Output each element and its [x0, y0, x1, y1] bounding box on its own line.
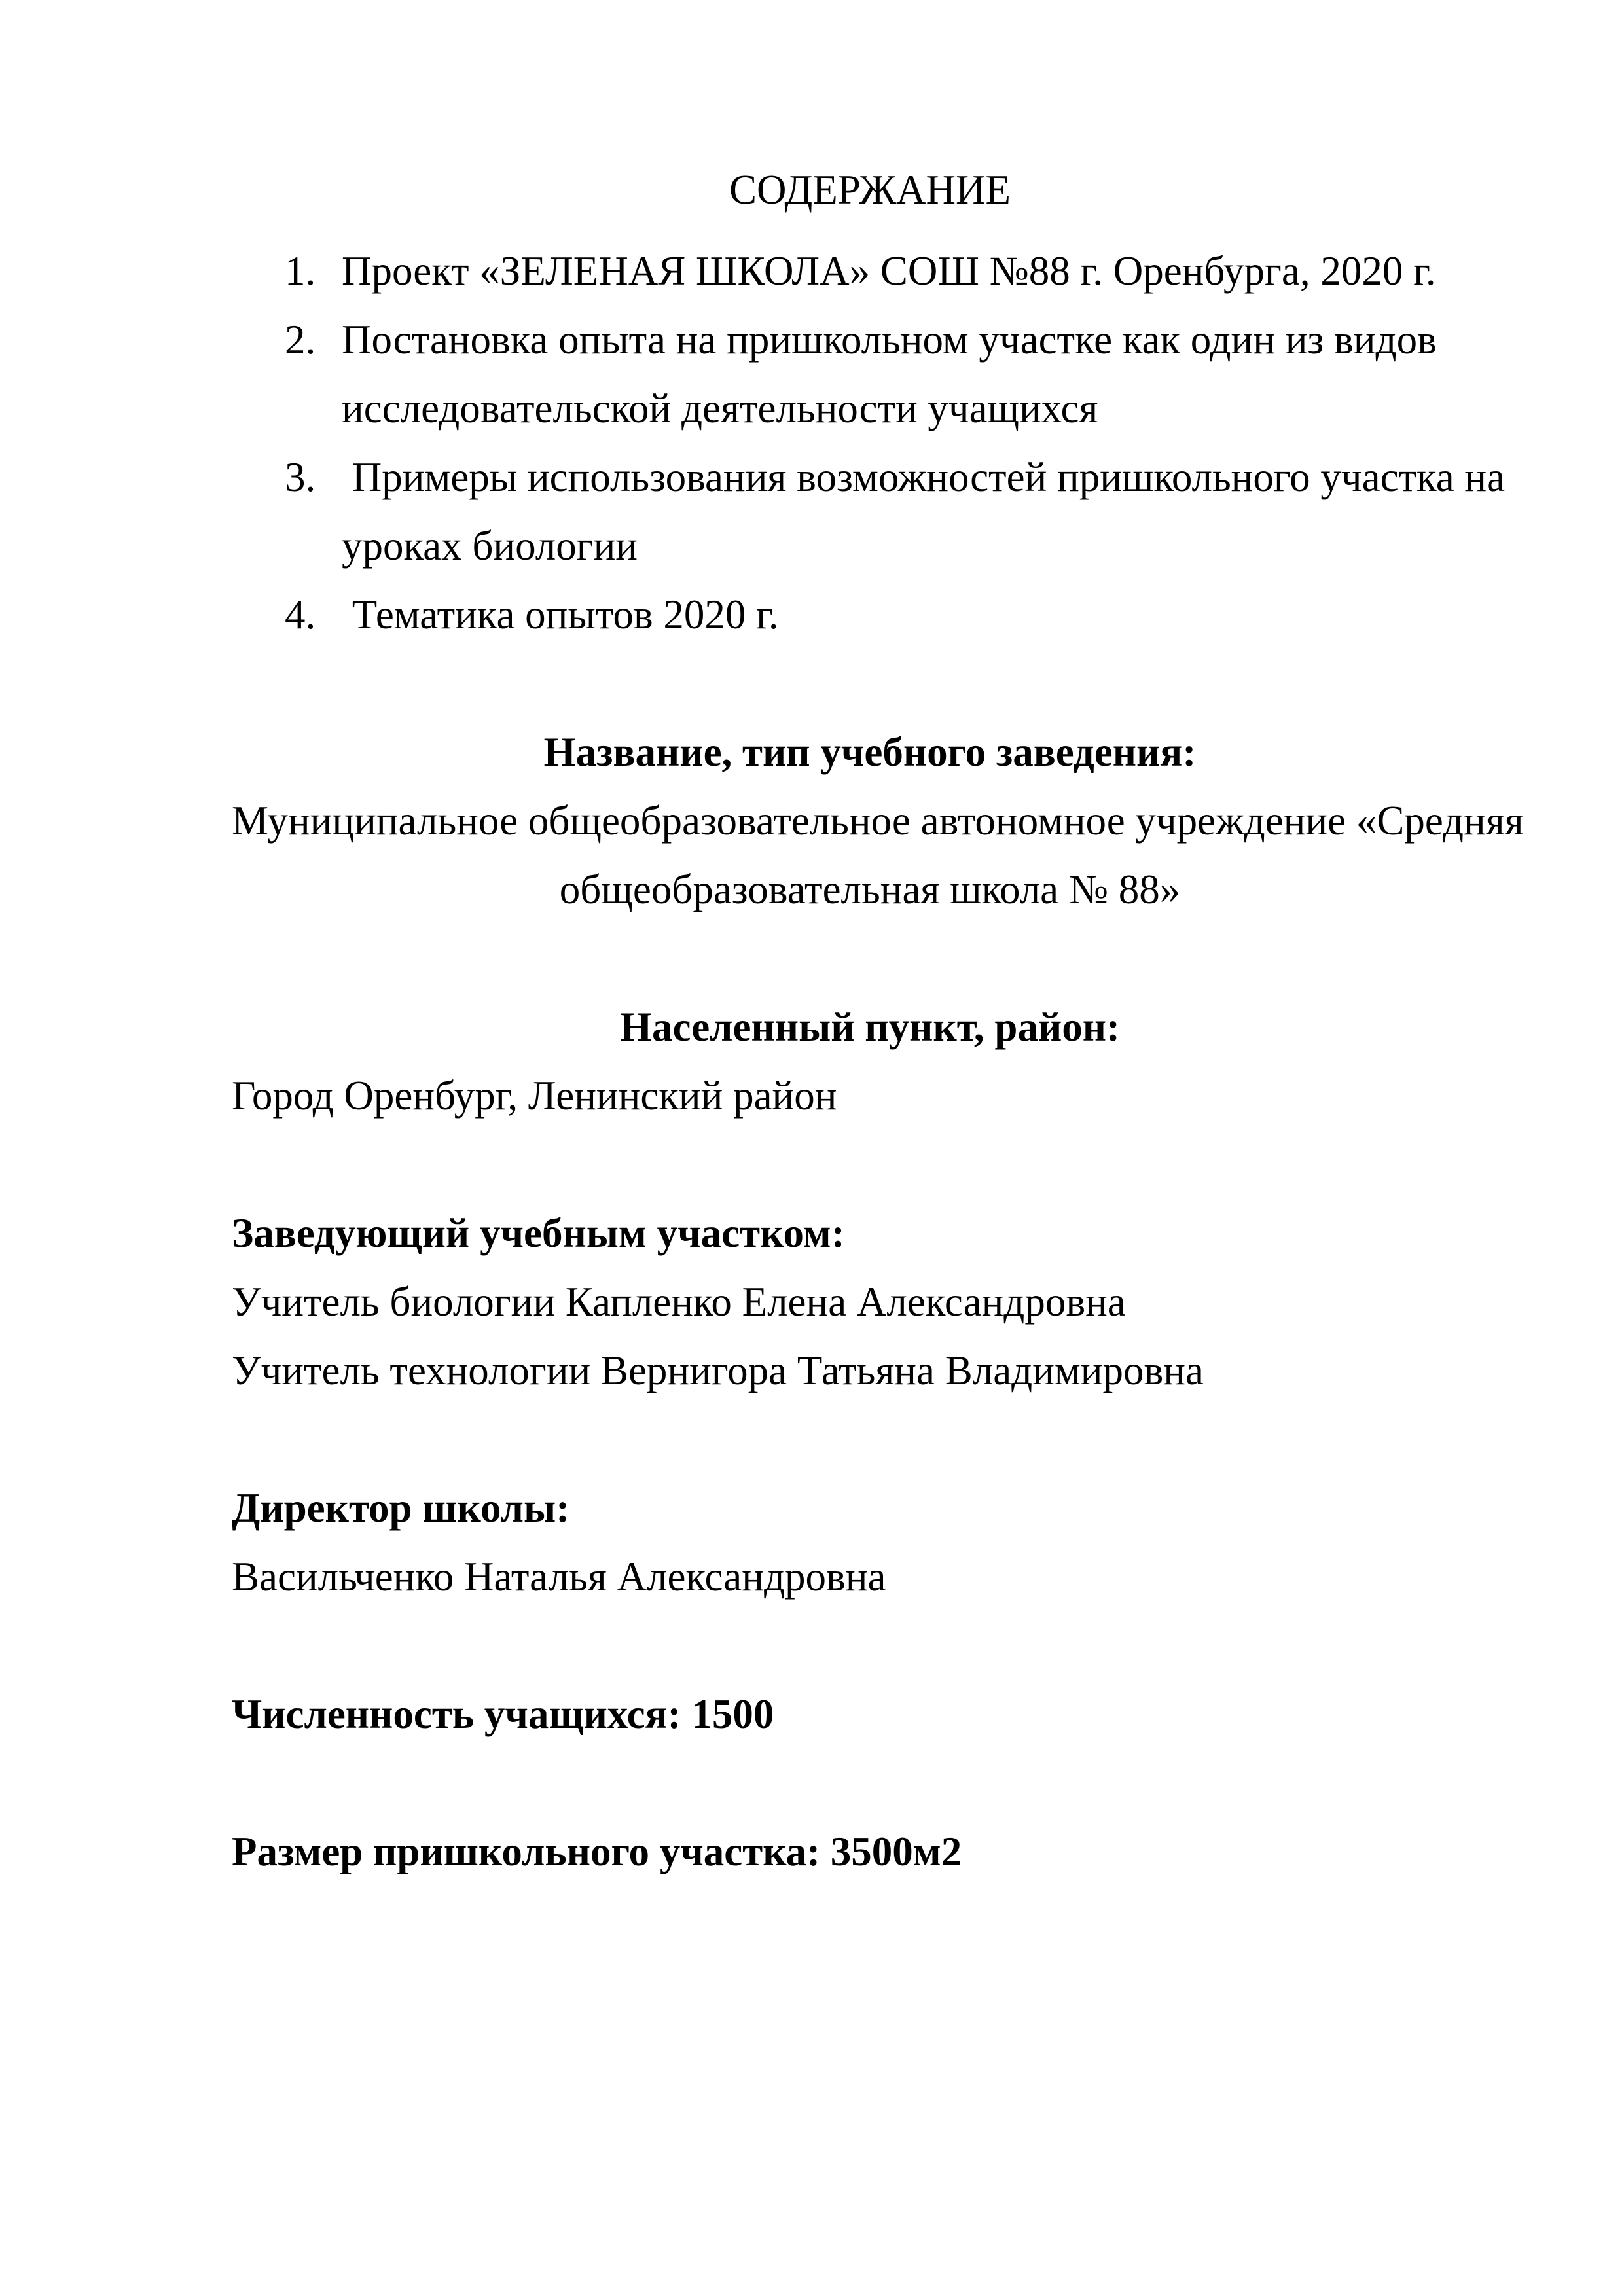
- toc-item-4: [232, 581, 1508, 649]
- toc-item-2-line-1: Постановка опыта на пришкольном участке как один из видов: [342, 317, 1437, 363]
- toc-item-1-number: 1.: [285, 248, 316, 294]
- section-plot-manager: [232, 1199, 1508, 1405]
- section-director-heading: Директор школы:: [232, 1485, 570, 1531]
- section-locality: [232, 993, 1508, 1130]
- toc-item-3-number: 3.: [285, 454, 316, 500]
- toc-item-2-number: 2.: [285, 317, 316, 363]
- section-students-count: [232, 1680, 1508, 1749]
- toc-item-3-line-1: Примеры использования возможностей пришкольного участка на: [342, 454, 1506, 500]
- toc-item-4-number: 4.: [285, 592, 316, 637]
- section-director: [232, 1474, 1508, 1611]
- section-school-name-line-2: общеобразовательная школа № 88»: [559, 867, 1181, 912]
- toc-item-2-line-2: исследовательской деятельности учащихся: [342, 386, 1098, 431]
- section-school-name: [232, 718, 1524, 924]
- section-school-name-line-1: Муниципальное общеобразовательное автономное учреждение «Средняя: [232, 798, 1524, 844]
- toc-item-1: [232, 237, 1508, 306]
- toc-list: [232, 237, 1508, 649]
- document-content: [232, 156, 1524, 1886]
- section-locality-line-1: Город Оренбург, Ленинский район: [232, 1073, 837, 1119]
- toc-item-3: [232, 443, 1508, 581]
- section-school-name-heading: Название, тип учебного заведения:: [543, 729, 1197, 775]
- toc-item-1-line-1: Проект «ЗЕЛЕНАЯ ШКОЛА» СОШ №88 г. Оренбурга, 2020 г.: [342, 248, 1436, 294]
- section-locality-heading: Населенный пункт, район:: [619, 1004, 1121, 1050]
- section-plot-manager-heading: Заведующий учебным участком:: [232, 1210, 845, 1256]
- section-plot-size-heading: Размер пришкольного участка: 3500м2: [232, 1829, 962, 1874]
- section-plot-size: [232, 1818, 1508, 1886]
- section-students-count-heading: Численность учащихся: 1500: [232, 1691, 774, 1737]
- toc-item-3-line-2: уроках биологии: [342, 523, 638, 569]
- toc-title: СОДЕРЖАНИЕ: [729, 167, 1011, 213]
- toc-item-2: [232, 306, 1508, 443]
- section-director-line-1: Васильченко Наталья Александровна: [232, 1554, 886, 1600]
- section-plot-manager-line-1: Учитель биологии Капленко Елена Александровна: [232, 1279, 1126, 1325]
- toc-item-4-line-1: Тематика опытов 2020 г.: [342, 592, 779, 637]
- section-plot-manager-line-2: Учитель технологии Вернигора Татьяна Владимировна: [232, 1348, 1204, 1393]
